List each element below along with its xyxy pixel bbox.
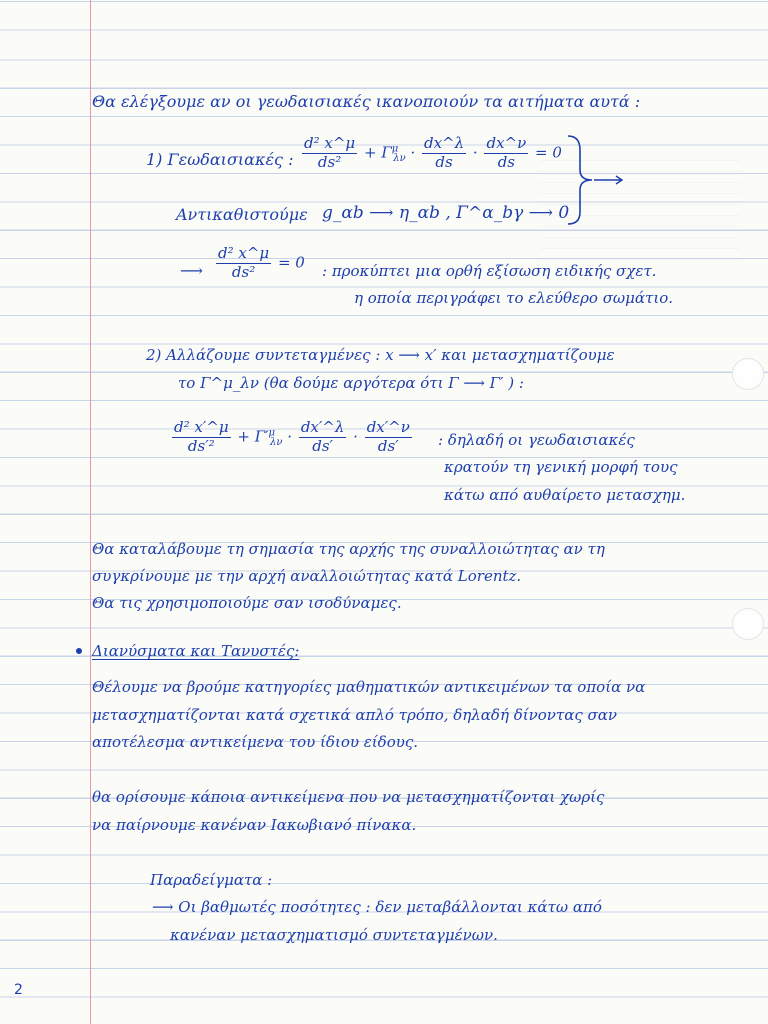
section-line4: θα ορίσουμε κάποια αντικείμενα που να μετασχηματίζονται χωρίς <box>92 788 605 806</box>
eq2-dot2: · <box>353 427 358 446</box>
eq1-gamma: Γ <box>381 143 392 162</box>
eq1-dot: · <box>410 143 416 162</box>
bullet-icon <box>76 648 82 654</box>
section-line1: Θέλουμε να βρούμε κατηγορίες μαθηματικών αντικειμένων τα οποία να <box>92 678 646 696</box>
binder-hole <box>732 608 764 640</box>
eq2-num3: dx′^ν <box>366 418 410 436</box>
result-den: ds² <box>231 262 256 281</box>
eq1-rhs: = 0 <box>535 143 562 162</box>
margin-line <box>90 0 91 1024</box>
eq1-den2: ds <box>435 152 453 171</box>
meaning-line1: Θα καταλάβουμε τη σημασία της αρχής της συναλλοιώτητας αν τη <box>92 540 605 558</box>
eq1-dot2: · <box>472 143 478 162</box>
eq1-num3: dx^ν <box>486 134 527 152</box>
transformed-geodesic-equation <box>170 420 414 455</box>
eq1-den3: ds <box>497 152 516 171</box>
meaning-line3: Θα τις χρησιμοποιούμε σαν ισοδύναμες. <box>92 594 402 612</box>
examples-title: Παραδείγματα : <box>150 871 273 889</box>
replace-expr: g_αb ⟶ η_αb , Γ^α_bγ ⟶ 0 <box>322 203 570 223</box>
result-rhs: = 0 <box>277 253 305 272</box>
example1-line1: ⟶ Οι βαθμωτές ποσότητες : δεν μεταβάλλονται κάτω από <box>152 898 602 916</box>
result-arrow: ⟶ <box>180 261 203 280</box>
eq2-text1: : δηλαδή οι γεωδαισιακές <box>438 431 635 449</box>
brace-icon <box>560 132 630 228</box>
eq2-den1: ds′² <box>187 436 215 455</box>
replace-prefix: Αντικαθιστούμε <box>176 205 308 224</box>
eq2-num1: d² x′^μ <box>174 418 229 436</box>
eq1-den1: ds² <box>317 152 342 171</box>
eq2-gamma-sup: μ <box>268 427 276 439</box>
eq2-text3: κάτω από αυθαίρετο μετασχημ. <box>444 486 686 504</box>
eq2-dot: · <box>287 427 293 446</box>
section-line2: μετασχηματίζονται κατά σχετικά απλό τρόπο, δηλαδή δίνοντας σαν <box>92 706 617 724</box>
result-text2: η οποία περιγράφει το ελεύθερο σωμάτιο. <box>354 289 674 307</box>
eq2-num2: dx′^λ <box>300 418 345 436</box>
eq1-gamma-sub: λν <box>393 153 406 165</box>
eq2-text2: κρατούν τη γενική μορφή τους <box>444 458 678 476</box>
page-number: 2 <box>14 982 23 998</box>
meaning-line2: συγκρίνουμε με την αρχή αναλλοιώτητας κατά Lorentz. <box>92 567 522 585</box>
eq1-gamma-sup: μ <box>391 143 399 155</box>
free-particle-equation <box>214 246 305 281</box>
eq2-gamma-sub: λν <box>270 437 283 449</box>
eq1-num1: d² x^μ <box>304 134 356 152</box>
item2-line2: το Γ^μ_λν (θα δούμε αργότερα ότι Γ ⟶ Γ′ ) : <box>178 374 524 392</box>
item2-line1: 2) Αλλάζουμε συντεταγμένες : x ⟶ x′ και μετασχηματίζουμε <box>146 346 615 364</box>
binder-hole <box>732 358 764 390</box>
result-num: d² x^μ <box>218 244 270 262</box>
eq1-plus: + <box>363 143 377 162</box>
eq1-num2: dx^λ <box>424 134 465 152</box>
section-title: Διανύσματα και Τανυστές: <box>92 642 300 660</box>
intro-line: Θα ελέγξουμε αν οι γεωδαισιακές ικανοποιούν τα αιτήματα αυτά : <box>92 92 641 111</box>
example1-line2: κανέναν μετασχηματισμό συντεταγμένων. <box>170 926 498 944</box>
geodesic-equation <box>300 136 562 171</box>
eq2-den2: ds′ <box>312 436 333 455</box>
eq2-plus: + <box>237 427 250 446</box>
item1-label: 1) Γεωδαισιακές : <box>146 150 294 169</box>
section-line3: αποτέλεσμα αντικείμενα του ίδιου είδους. <box>92 733 419 751</box>
section-line5: να παίρνουμε κανέναν Ιακωβιανό πίνακα. <box>92 816 417 834</box>
eq2-gamma: Γ′ <box>254 427 269 446</box>
result-text: : προκύπτει μια ορθή εξίσωση ειδικής σχετ. <box>322 262 657 280</box>
eq2-den3: ds′ <box>377 436 399 455</box>
